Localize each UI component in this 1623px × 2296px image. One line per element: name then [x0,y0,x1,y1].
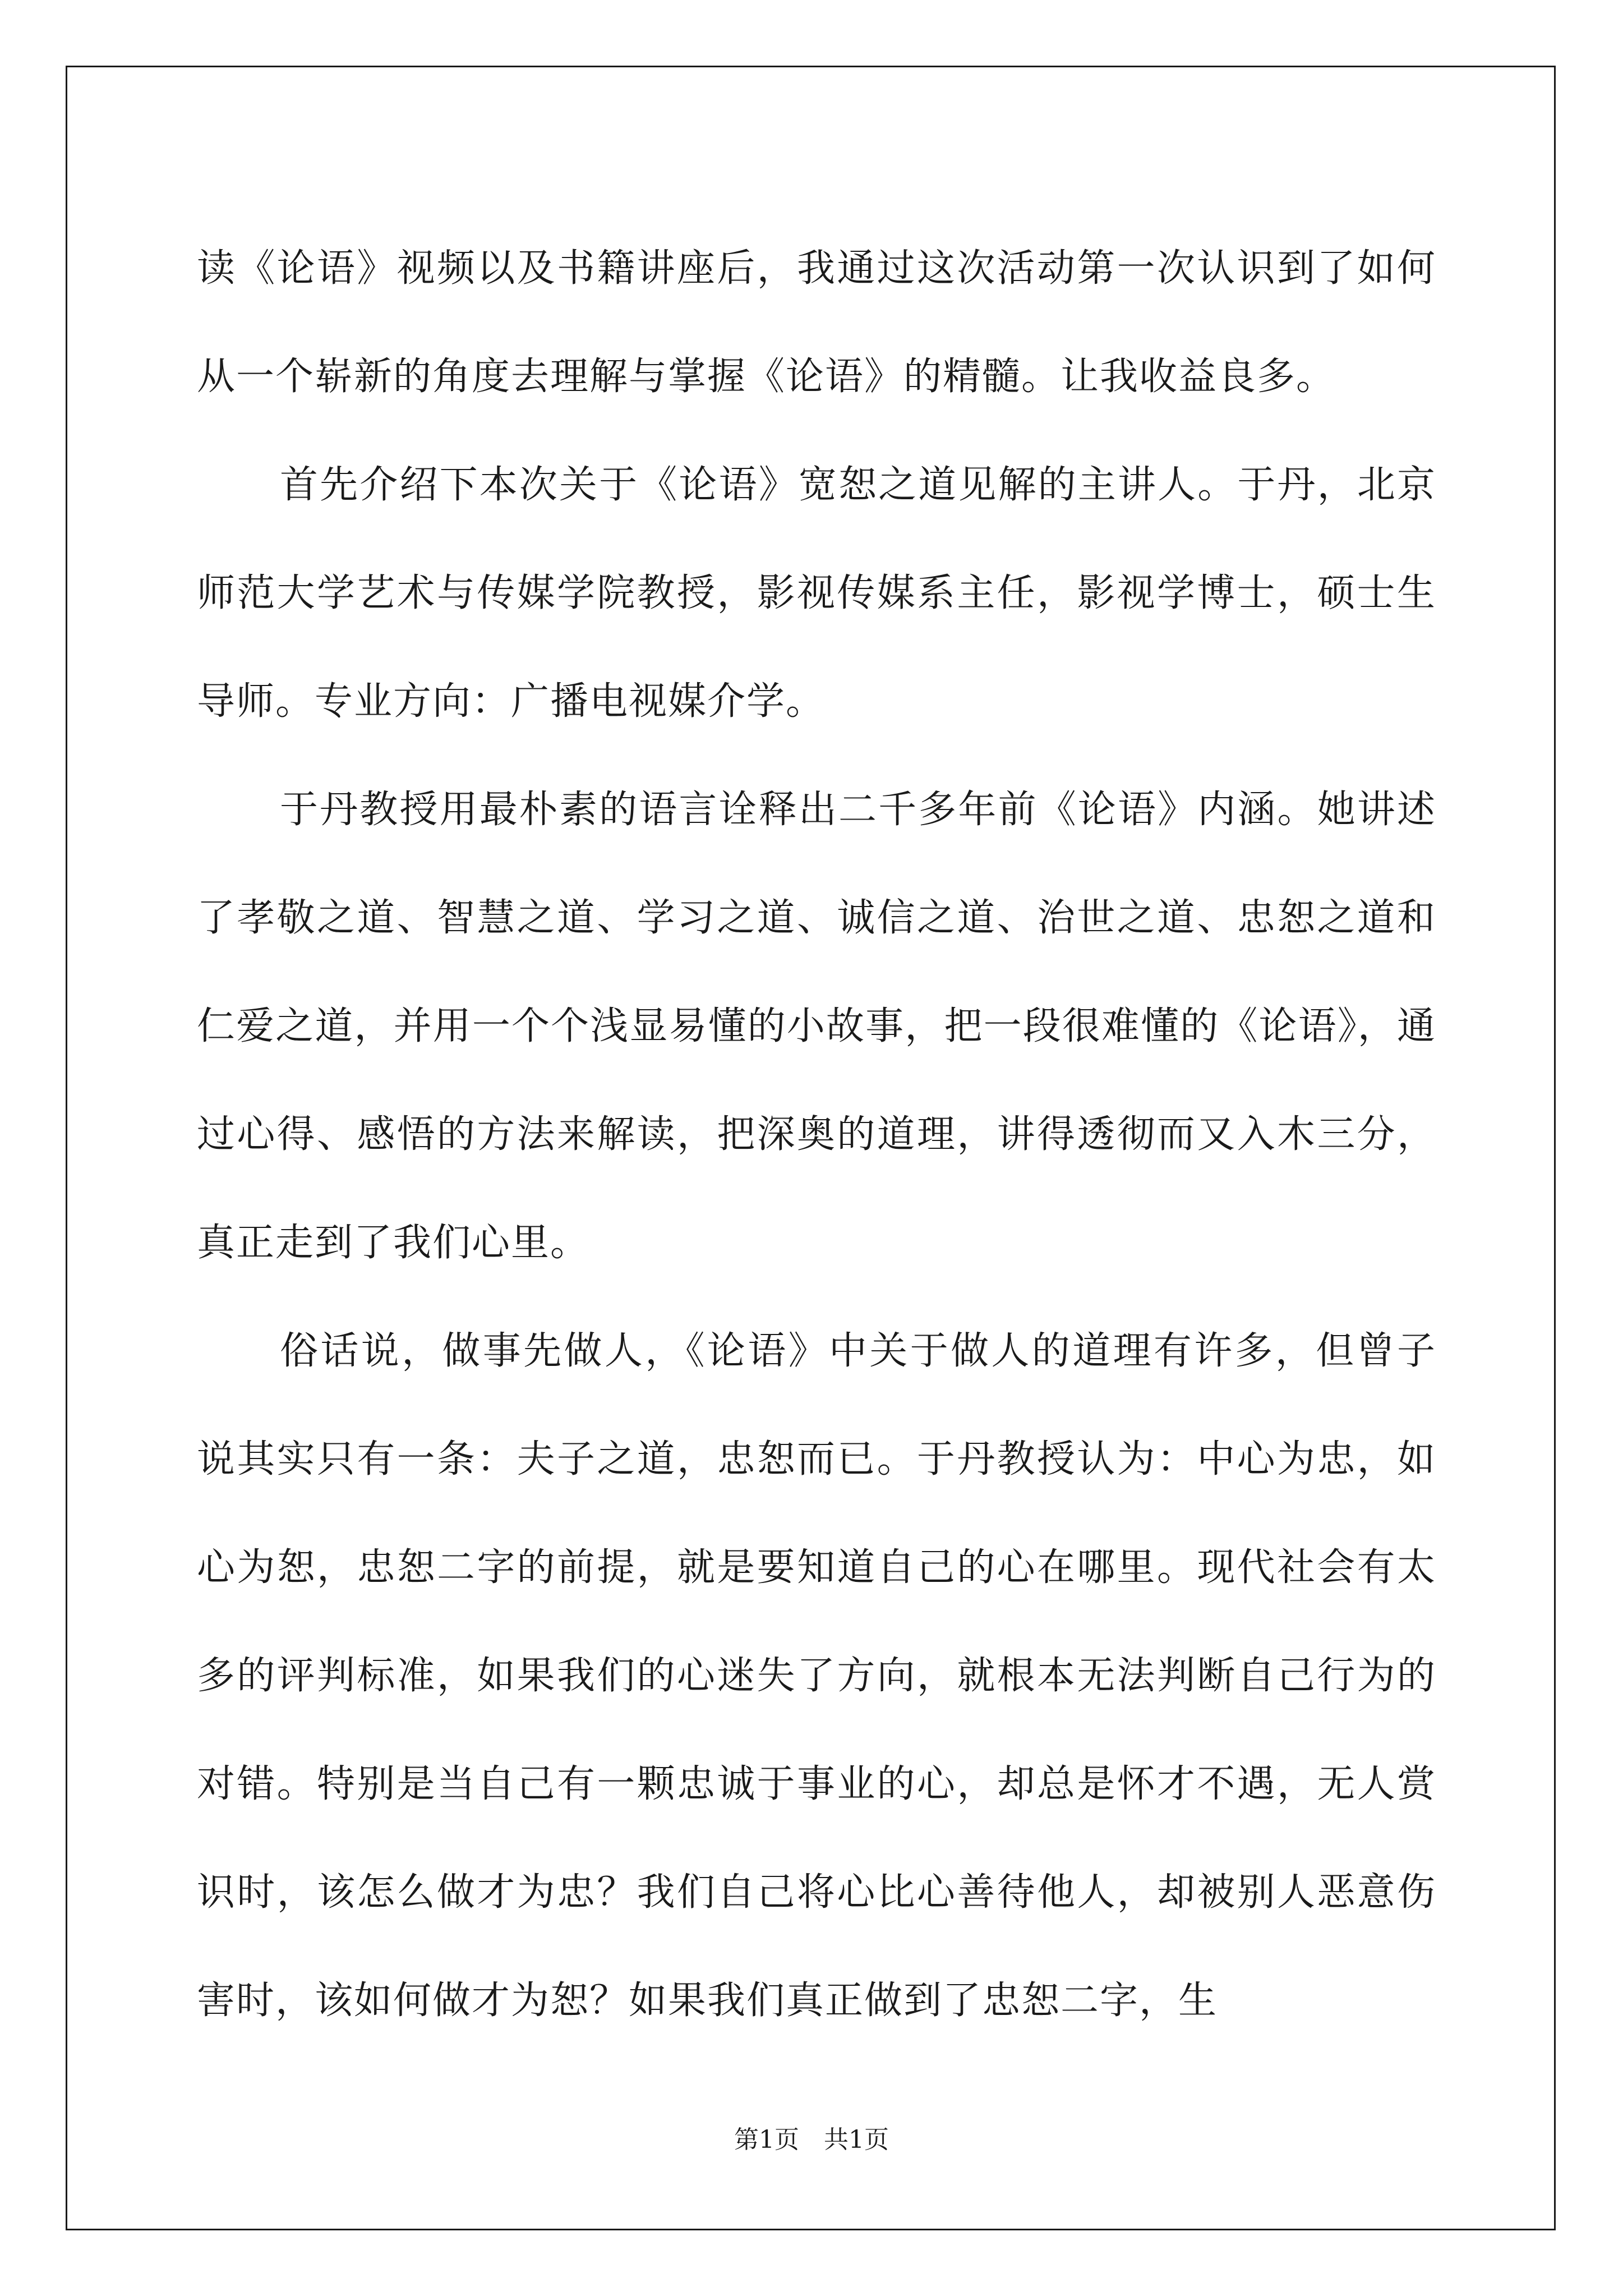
total-pages: 共1页 [824,2125,889,2154]
document-body [197,214,1436,2055]
page-footer [0,2119,1623,2155]
paragraph-1: 读《论语》视频以及书籍讲座后，我通过这次活动第一次认识到了如何从一个崭新的角度去理解与掌握《论语》的精髓。让我收益良多。 [197,246,1436,399]
paragraph-2: 首先介绍下本次关于《论语》宽恕之道见解的主讲人。于丹，北京师范大学艺术与传媒学院教授，影视传媒系主任，影视学博士，硕士生导师。专业方向：广播电视媒介学。 [197,463,1436,724]
paragraph-3: 于丹教授用最朴素的语言诠释出二千多年前《论语》内涵。她讲述了孝敬之道、智慧之道、学习之道、诚信之道、治世之道、忠恕之道和仁爱之道，并用一个个浅显易懂的小故事，把一段很难懂的《论语》，通过心得、感悟的方法来解读，把深奥的道理，讲得透彻而又入木三分，真正走到了我们心里。 [197,788,1436,1265]
paragraph-4: 俗话说，做事先做人，《论语》中关于做人的道理有许多，但曾子说其实只有一条：夫子之道，忠恕而已。于丹教授认为：中心为忠，如心为恕，忠恕二字的前提，就是要知道自己的心在哪里。现代社会有太多的评判标准，如果我们的心迷失了方向，就根本无法判断自己行为的对错。特别是当自己有一颗忠诚于事业的心，却总是怀才不遇，无人赏识时，该怎么做才为忠？我们自己将心比心善待他人，却被别人恶意伤害时，该如何做才为恕？如果我们真正做到了忠恕二字，生 [197,1329,1436,2023]
page-number: 第1页 [734,2125,799,2154]
